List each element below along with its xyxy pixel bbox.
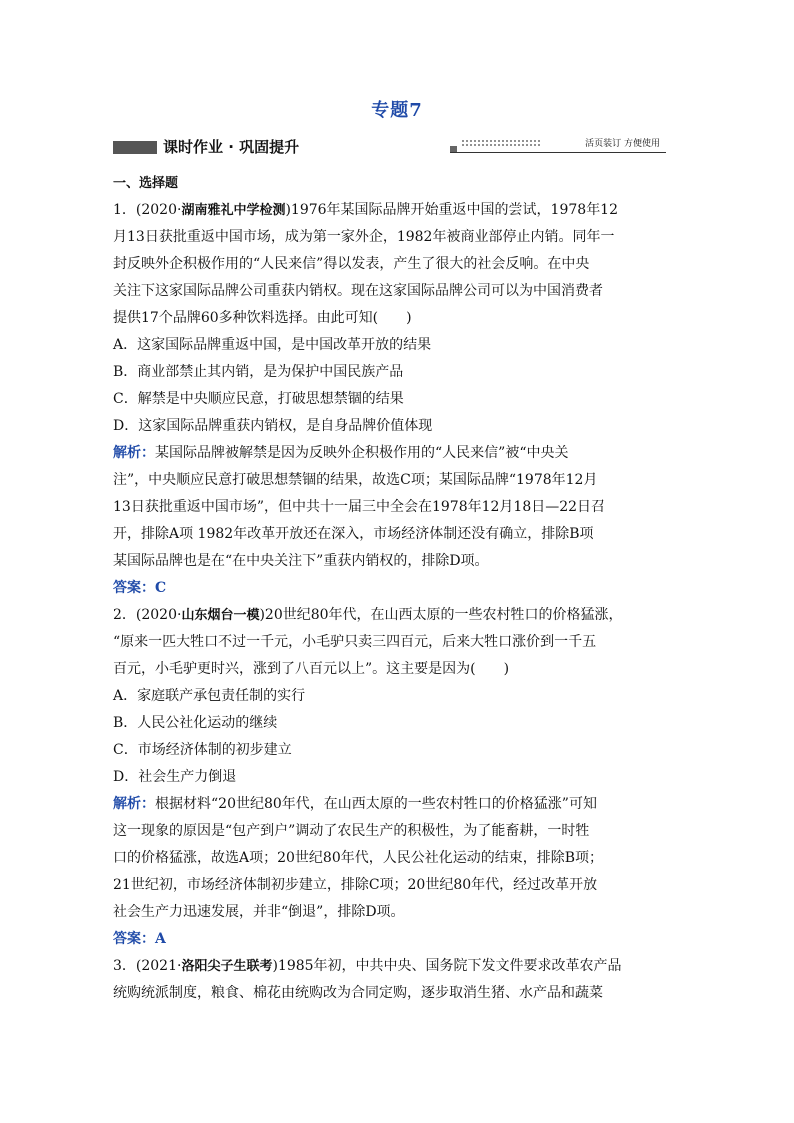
analysis-line: 13日获批重返中国市场”，但中共十一届三中全会在1978年12月18日—22日召	[113, 499, 606, 515]
answer-line: 答案：A	[113, 931, 166, 947]
analysis-line: 注”，中央顺应民意打破思想禁锢的结果，故选C项；某国际品牌“1978年12月	[113, 472, 598, 488]
banner-dots	[461, 139, 541, 147]
analysis-line: 这一现象的原因是“包产到户”调动了农民生产的积极性，为了能畜耕，一时牲	[113, 823, 590, 839]
page-title: 专题7	[371, 100, 423, 121]
option-a: A．家庭联产承包责任制的实行	[113, 688, 306, 704]
analysis-text: 某国际品牌被解禁是因为反映外企积极作用的“人民来信”被“中央关	[155, 445, 569, 461]
analysis-line: 某国际品牌也是在“在中央关注下”重获内销权的，排除D项。	[113, 553, 489, 569]
banner-rule	[450, 152, 666, 153]
question-text: )1976年某国际品牌开始重返中国的尝试，1978年12	[285, 202, 619, 218]
question-2-stem-line	[113, 602, 666, 629]
analysis-line: 社会生产力迅速发展，并非“倒退”，排除D项。	[113, 904, 405, 920]
question-source: 湖南雅礼中学检测	[181, 203, 286, 218]
question-text-line: 月13日获批重返中国市场，成为第一家外企，1982年被商业部停止内销。同年一	[113, 229, 615, 245]
option-d: D．这家国际品牌重获内销权，是自身品牌价值体现	[113, 418, 433, 434]
question-number: 3．(2021·	[113, 958, 182, 974]
analysis-label: 解析：	[113, 796, 155, 812]
option-a: A．这家国际品牌重返中国，是中国改革开放的结果	[113, 337, 432, 353]
question-number: 2．(2020·	[113, 607, 182, 623]
question-text-line: 统购统派制度，粮食、棉花由统购改为合同定购，逐步取消生猪、水产品和蔬菜	[113, 985, 603, 1001]
option-b: B．商业部禁止其内销，是为保护中国民族产品	[113, 364, 404, 380]
question-text: )20世纪80年代，在山西太原的一些农村牲口的价格猛涨，	[259, 607, 623, 623]
option-b: B．人民公社化运动的继续	[113, 715, 278, 731]
question-source: 山东烟台一模	[181, 608, 260, 623]
question-text-line: 关注下这家国际品牌公司重获内销权。现在这家国际品牌公司可以为中国消费者	[113, 283, 603, 299]
section-heading: 一、选择题	[113, 176, 179, 191]
question-text-line: 封反映外企积极作用的“人民来信”得以发表，产生了很大的社会反响。在中央	[113, 256, 590, 272]
question-text-line: 提供17个品牌60多种饮料选择。由此可知( )	[113, 310, 412, 326]
option-d: D．社会生产力倒退	[113, 769, 237, 785]
document-body	[113, 170, 666, 1007]
question-text-line: 百元，小毛驴更时兴，涨到了八百元以上”。这主要是因为( )	[113, 661, 510, 677]
banner-label: 课时作业 · 巩固提升	[163, 138, 300, 156]
option-c: C．市场经济体制的初步建立	[113, 742, 292, 758]
question-source: 洛阳尖子生联考	[181, 959, 273, 974]
question-1-stem-line	[113, 197, 666, 224]
banner-note: 活页装订 方便使用	[585, 139, 660, 149]
question-3-stem-line	[113, 953, 666, 980]
question-number: 1．(2020·	[113, 202, 182, 218]
analysis-line	[113, 440, 666, 467]
analysis-line: 开，排除A项 1982年改革开放还在深入，市场经济体制还没有确立，排除B项	[113, 526, 594, 542]
section-banner	[113, 135, 666, 157]
analysis-line	[113, 791, 666, 818]
analysis-text: 根据材料“20世纪80年代，在山西太原的一些农村牲口的价格猛涨”可知	[155, 796, 597, 812]
question-text: )1985年初，中共中央、国务院下发文件要求改革农产品	[272, 958, 622, 974]
analysis-line: 21世纪初，市场经济体制初步建立，排除C项；20世纪80年代，经过改革开放	[113, 877, 598, 893]
option-c: C．解禁是中央顺应民意，打破思想禁锢的结果	[113, 391, 404, 407]
analysis-label: 解析：	[113, 445, 155, 461]
banner-block	[113, 141, 157, 154]
answer-line: 答案：C	[113, 580, 167, 596]
question-text-line: “原来一匹大牲口不过一千元，小毛驴只卖三四百元，后来大牲口涨价到一千五	[113, 634, 597, 650]
analysis-line: 口的价格猛涨，故选A项；20世纪80年代，人民公社化运动的结束，排除B项；	[113, 850, 604, 866]
